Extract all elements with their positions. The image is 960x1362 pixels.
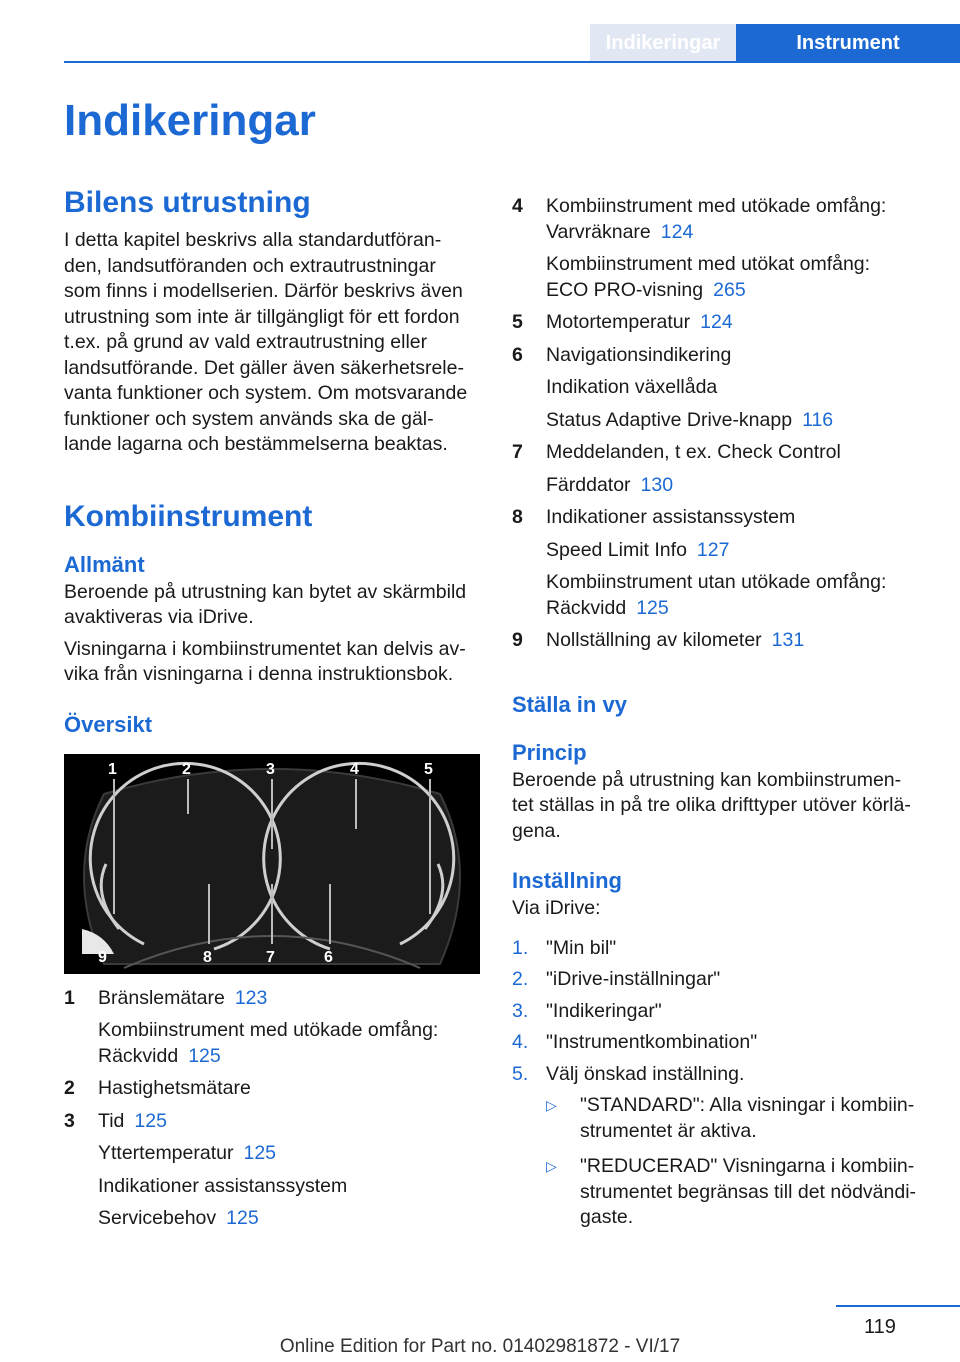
- list-item: [64, 1109, 480, 1232]
- page-ref-link[interactable]: 124: [700, 311, 733, 333]
- text-line: vanta funktioner och system. Om motsvarande: [64, 382, 468, 404]
- list-item: [512, 628, 932, 654]
- item-text: Varvräknare: [546, 220, 651, 243]
- item-text: Bränslemätare: [98, 986, 225, 1009]
- page-ref-link[interactable]: 116: [802, 408, 834, 431]
- page-ref-link[interactable]: 130: [640, 473, 674, 496]
- bullet-text: "REDUCERAD" Visningarna i kombiin-: [580, 1155, 915, 1177]
- item-text: Indikationer assistanssystem: [546, 506, 796, 528]
- page-ref-link[interactable]: 123: [234, 986, 268, 1009]
- left-column: [64, 184, 480, 1232]
- item-text: Meddelanden, t ex. Check Control: [546, 441, 841, 463]
- general-paragraph-2: [64, 637, 480, 688]
- callout-3: 3: [266, 760, 275, 778]
- item-number: 7: [512, 441, 523, 463]
- text-line: Beroende på utrustning kan kombiinstrumen-: [512, 768, 902, 791]
- sub-text: Yttertemperatur: [98, 1142, 234, 1164]
- instrument-cluster-figure: [64, 754, 480, 974]
- item-number: 8: [512, 506, 523, 528]
- page-ref-link[interactable]: 127: [696, 538, 730, 561]
- right-column: [512, 194, 932, 1241]
- text-line: funktioner och system används ska de gäl-: [64, 407, 434, 430]
- callout-4: 4: [350, 760, 359, 778]
- page-ref-link[interactable]: 125: [226, 1207, 259, 1229]
- list-item: [512, 194, 932, 303]
- item-text: Kombiinstrument med utökade omfång:: [546, 195, 887, 217]
- sub-text: Indikation växellåda: [546, 376, 718, 398]
- callout-6: 6: [324, 948, 333, 966]
- header-tab-indikeringar[interactable]: Indikeringar: [590, 24, 736, 62]
- equipment-paragraph: [64, 228, 480, 458]
- page-ref-link[interactable]: 124: [660, 220, 694, 243]
- callout-5: 5: [424, 760, 433, 778]
- text-line: utrustning som inte är tillgängligt för ett fordon: [64, 305, 460, 328]
- principle-paragraph: [512, 768, 932, 845]
- step-text: Välj önskad inställning.: [546, 1062, 745, 1085]
- text-line: Visningarna i kombiinstrumentet kan delvis av-: [64, 637, 466, 660]
- callout-2: 2: [182, 760, 191, 778]
- text-line: lande lagarna och bestämmelserna beaktas.: [64, 433, 448, 455]
- item-number: 5: [512, 311, 523, 333]
- bullet-item: [546, 1154, 932, 1231]
- item-text: Tid: [98, 1109, 125, 1132]
- via-text: Via iDrive:: [512, 897, 601, 919]
- heading-set-view: Ställa in vy: [512, 691, 627, 717]
- item-text: Nollställning av kilometer: [546, 629, 762, 651]
- page-ref-link[interactable]: 265: [713, 278, 746, 301]
- header-divider: [64, 61, 960, 63]
- list-item: [512, 505, 932, 621]
- heading-equipment: Bilens utrustning: [64, 186, 311, 219]
- list-item: [64, 986, 480, 1070]
- heading-overview: Översikt: [64, 711, 153, 737]
- callout-9: 9: [98, 948, 107, 966]
- step-item: [512, 1030, 932, 1056]
- bullet-text: gaste.: [580, 1206, 634, 1228]
- heading-cluster: Kombiinstrument: [64, 499, 313, 533]
- heading-principle: Princip: [512, 739, 587, 765]
- triangle-bullet-icon: ▷: [546, 1097, 557, 1113]
- callout-7: 7: [266, 948, 275, 966]
- text-line: den, landsutföranden och extrautrustningar: [64, 254, 436, 277]
- text-line: landsutförande. Det gäller även säkerhetsrele-: [64, 356, 464, 379]
- step-number: 1.: [512, 936, 529, 959]
- step-item: [512, 936, 932, 962]
- step-number: 4.: [512, 1031, 529, 1053]
- item-number: 3: [64, 1109, 75, 1132]
- item-text: Motortemperatur: [546, 311, 691, 333]
- step-number: 3.: [512, 999, 529, 1022]
- footer-edition: Online Edition for Part no. 01402981872 - VI/17: [279, 1336, 681, 1357]
- text-line: vika från visningarna i denna instruktionsbok.: [64, 663, 454, 685]
- callout-8: 8: [203, 948, 212, 966]
- step-item: [512, 967, 932, 993]
- item-number: 4: [512, 195, 523, 217]
- item-number: 9: [512, 629, 523, 651]
- sub-text: Servicebehov: [98, 1207, 217, 1229]
- header-tab-instrument[interactable]: Instrument: [736, 24, 960, 62]
- text-line: gena.: [512, 819, 561, 842]
- bullet-item: [546, 1093, 932, 1144]
- item-text: Hastighetsmätare: [98, 1077, 251, 1099]
- sub-text: ECO PRO-visning: [546, 278, 704, 301]
- sub-text: Kombiinstrument med utökade omfång:: [98, 1019, 439, 1041]
- page-ref-link[interactable]: 131: [771, 629, 805, 651]
- list-item: [512, 343, 932, 434]
- page-ref-link[interactable]: 125: [134, 1109, 167, 1132]
- bullet-text: strumentet är aktiva.: [580, 1119, 757, 1142]
- step-item: [512, 999, 932, 1025]
- page-ref-link[interactable]: 125: [636, 596, 669, 619]
- sub-text: Räckvidd: [98, 1044, 179, 1067]
- step-text: "iDrive-inställningar": [546, 968, 721, 990]
- sub-text: Status Adaptive Drive-knapp: [546, 408, 793, 431]
- sub-text: Indikationer assistanssystem: [98, 1174, 348, 1197]
- heading-setting: Inställning: [512, 868, 622, 893]
- text-line: avaktiveras via iDrive.: [64, 606, 254, 628]
- step-item: [512, 1062, 932, 1088]
- text-line: I detta kapitel beskrivs alla standardutföran-: [64, 229, 442, 251]
- step-number: 5.: [512, 1062, 529, 1085]
- page-ref-link[interactable]: 125: [243, 1142, 277, 1164]
- item-number: 6: [512, 343, 523, 366]
- sub-text: Färddator: [546, 473, 631, 496]
- item-number: 2: [64, 1077, 75, 1099]
- general-paragraph-1: [64, 580, 480, 631]
- page-title: Indikeringar: [64, 96, 316, 145]
- page-number: 119: [864, 1316, 896, 1338]
- item-number: 1: [64, 986, 75, 1009]
- step-text: "Indikeringar": [546, 999, 662, 1022]
- sub-text: Räckvidd: [546, 596, 627, 619]
- sub-text: Kombiinstrument utan utökade omfång:: [546, 571, 887, 593]
- callout-1: 1: [108, 760, 117, 778]
- sub-text: Kombiinstrument med utökat omfång:: [546, 253, 871, 275]
- list-item: [512, 310, 932, 336]
- list-item: [64, 1076, 480, 1102]
- heading-general: Allmänt: [64, 551, 145, 577]
- text-line: t.ex. på grund av vald extrautrustning eller: [64, 331, 428, 353]
- page-ref-link[interactable]: 125: [188, 1044, 221, 1067]
- text-line: tet ställas in på tre olika drifttyper utöver körlä-: [512, 794, 911, 816]
- step-number: 2.: [512, 968, 529, 990]
- list-item: [512, 440, 932, 498]
- bullet-text: "STANDARD": Alla visningar i kombiin-: [580, 1094, 915, 1116]
- page-number-divider: [836, 1305, 960, 1307]
- step-text: "Instrumentkombination": [546, 1031, 758, 1053]
- text-line: Beroende på utrustning kan bytet av skärmbild: [64, 580, 467, 603]
- step-text: "Min bil": [546, 936, 617, 959]
- text-line: som finns i modellserien. Därför beskrivs även: [64, 280, 463, 302]
- bullet-text: strumentet begränsas till det nödvändi-: [580, 1180, 917, 1203]
- triangle-bullet-icon: ▷: [546, 1158, 557, 1174]
- item-text: Navigationsindikering: [546, 343, 732, 366]
- sub-text: Speed Limit Info: [546, 538, 687, 561]
